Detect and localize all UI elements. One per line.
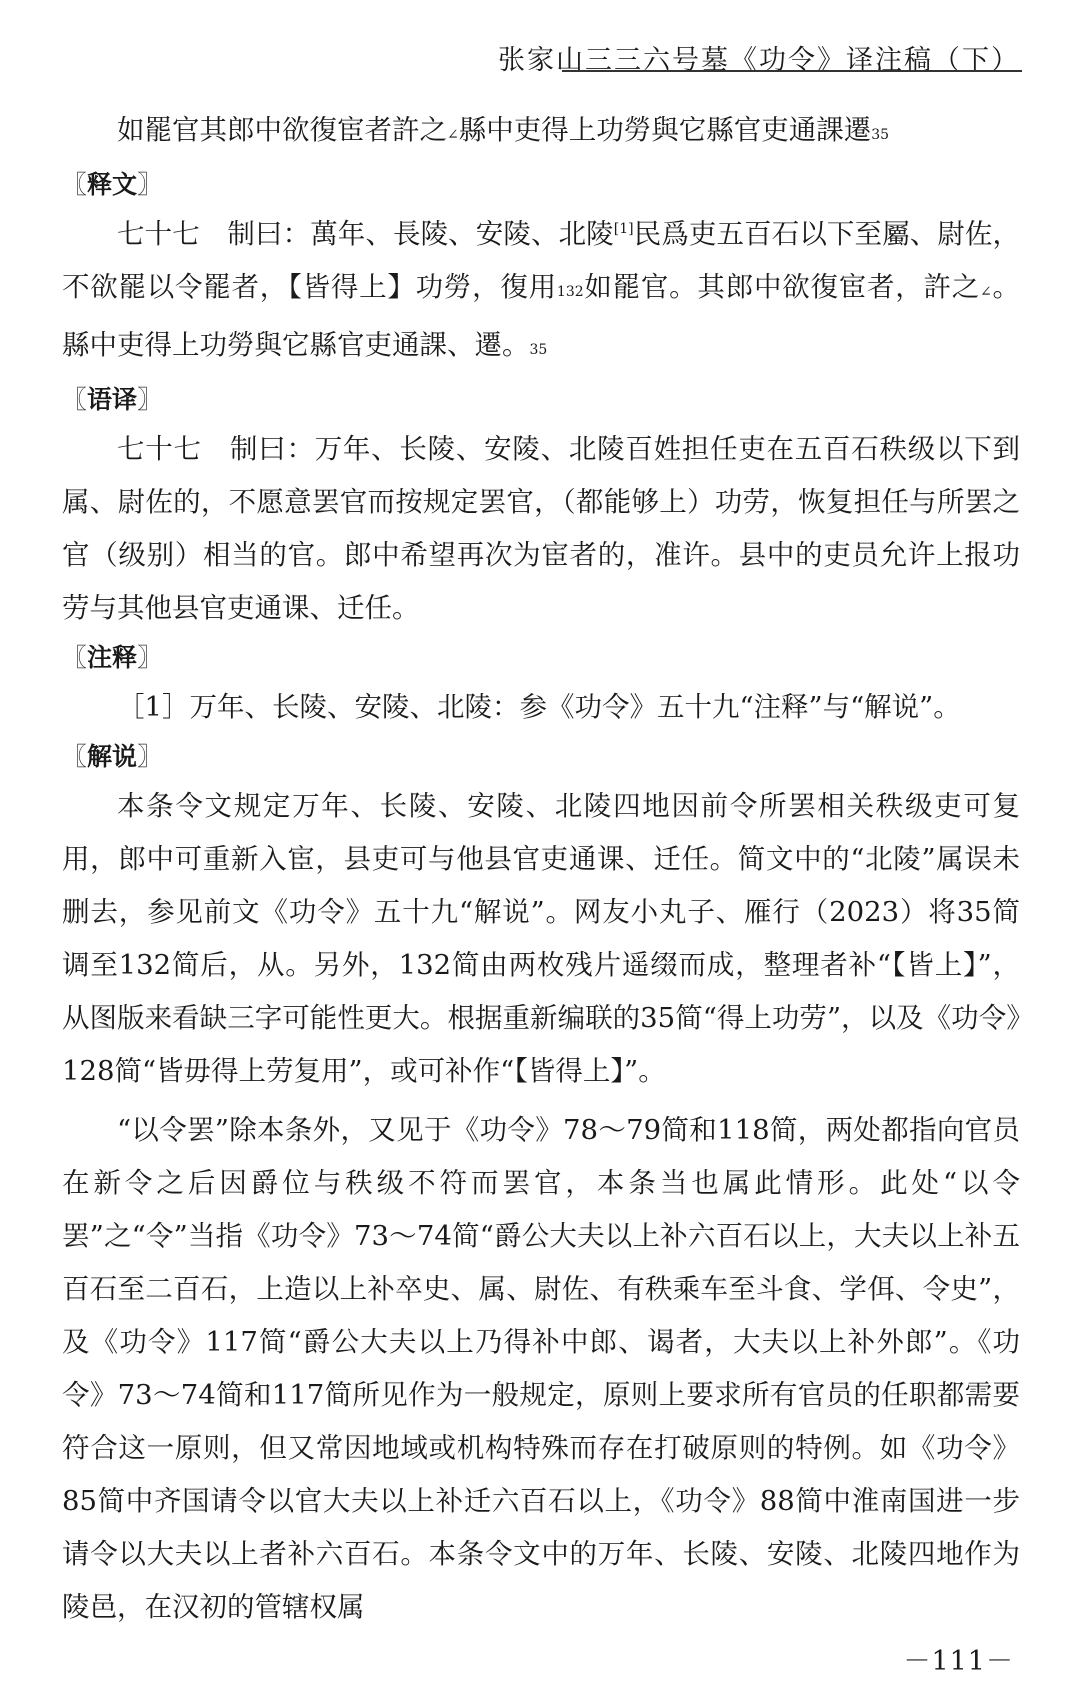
section-heading-commentary: 〖解说〗 [62,742,163,771]
section-heading-translation: 〖语译〗 [62,385,163,414]
page-number: －111－ [903,1646,1014,1677]
footnote-marker[interactable]: [1] [613,220,634,237]
hook-mark: ∠ [980,284,992,300]
slip-number: 35 [871,127,890,143]
slip-number: 35 [529,342,548,358]
running-header: 张家山三三六号墓《功令》译注稿（下） [498,45,1020,76]
header-rule [562,70,1022,72]
slip-number: 132 [556,284,584,300]
transcription-paragraph: 七十七 制曰：萬年、長陵、安陵、北陵[1]民爲吏五百石以下至屬、尉佐，不欲罷以令罷者，【皆得上】功勞，復用132如罷官。其郎中欲復宦者，許之∠。縣中吏得上功勞與它縣官吏通課、遷。35 [62,218,1021,361]
section-heading-transcription: 〖释文〗 [62,170,163,199]
translation-paragraph: 七十七 制曰：万年、长陵、安陵、北陵百姓担任吏在五百石秩级以下到属、尉佐的，不愿意罢官而按规定罢官，（都能够上）功劳，恢复担任与所罢之官（级别）相当的官。郎中希望再次为宦者的，准许。县中的吏员允许上报功劳与其他县官吏通课、迁任。 [62,433,1020,624]
page-content [62,104,1020,1634]
original-text: 如罷官其郎中欲復宦者許之 [117,114,447,146]
section-heading-notes: 〖注释〗 [62,643,163,672]
note-paragraph: ［1］万年、长陵、安陵、北陵：参《功令》五十九“注释”与“解说”。 [117,691,961,723]
commentary-paragraph-2: “以令罢”除本条外，又见于《功令》78～79简和118简，两处都指向官员在新令之后因爵位与秩级不符而罢官，本条当也属此情形。此处“以令罢”之“令”当指《功令》73～74简“爵公大夫以上补六百石以上，大夫以上补五百石至二百石，上造以上补卒史、属、尉佐、有秩乘车至斗食、学佴、令史”，及《功令》117简“爵公大夫以上乃得补中郎、谒者，大夫以上补外郎”。《功令》73～74简和117简所见作为一般规定，原则上要求所有官员的任职都需要符合这一原则，但又常因地域或机构特殊而存在打破原则的特例。如《功令》85简中齐国请令以官大夫以上补迁六百石以上，《功令》88简中淮南国进一步请令以大夫以上者补六百石。本条令文中的万年、长陵、安陵、北陵四地作为陵邑，在汉初的管辖权属 [62,1114,1020,1623]
hook-mark: ∠ [447,127,459,143]
original-text-2: 縣中吏得上功勞與它縣官吏通課遷 [458,114,872,146]
commentary-paragraph-1: 本条令文规定万年、长陵、安陵、北陵四地因前令所罢相关秩级吏可复用，郎中可重新入宦，县吏可与他县官吏通课、迁任。简文中的“北陵”属误未删去，参见前文《功令》五十九“解说”。网友小丸子、雁行（2023）将35简调至132简后，从。另外，132简由两枚残片遥缀而成，整理者补“【皆上】”，从图版来看缺三字可能性更大。根据重新编联的35简“得上功劳”，以及《功令》128简“皆毋得上劳复用”，或可补作“【皆得上】”。 [62,790,1020,1087]
original-slip-line [62,104,1020,162]
